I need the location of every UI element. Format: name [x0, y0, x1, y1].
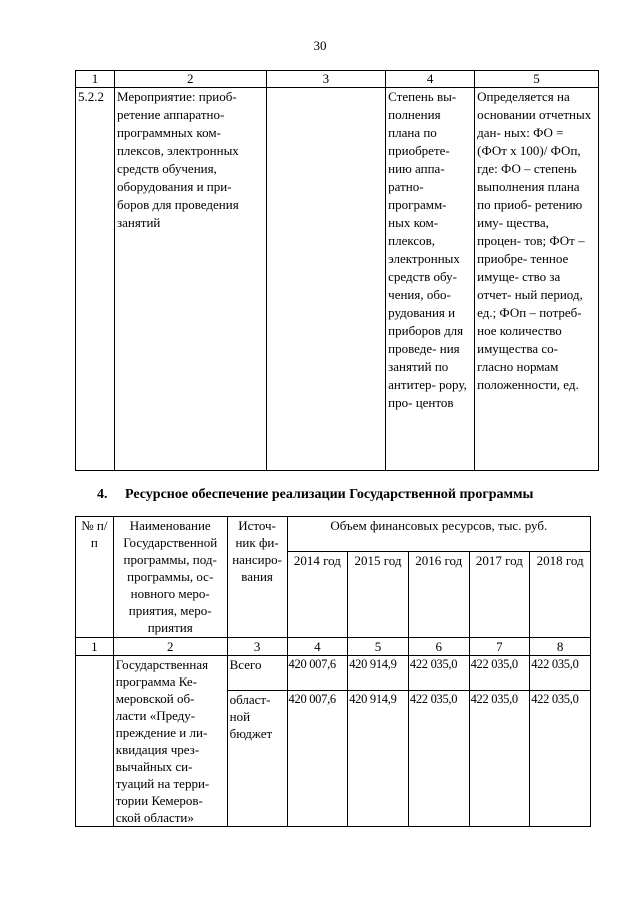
- section-heading: [97, 487, 534, 503]
- section-title: Ресурсное обеспечение реализации Государственной программы: [125, 487, 534, 502]
- value-cell: 422 035,0: [469, 656, 530, 691]
- program-name-cell: Государственная программа Ке- меровской об- ласти «Преду- преждение и ли- квидация чрез- вычайных си- туаций на терри- тории Кемеров- ской области»: [113, 656, 227, 827]
- table-header-row: [76, 71, 599, 88]
- indicators-table: [75, 70, 599, 471]
- column-number-cell: 5: [475, 71, 599, 88]
- header-num-cell: № п/п: [76, 517, 114, 638]
- year-header-cell: 2018 год: [530, 552, 591, 638]
- column-number-cell: 7: [469, 638, 530, 656]
- value-cell: 420 007,6: [287, 656, 348, 691]
- column-number-cell: 8: [530, 638, 591, 656]
- table-row: [76, 656, 591, 691]
- empty-cell: [76, 656, 114, 827]
- column-number-cell: 5: [348, 638, 409, 656]
- source-cell: Всего: [227, 656, 287, 691]
- row-code-cell: 5.2.2: [76, 88, 115, 471]
- empty-cell: [266, 88, 386, 471]
- table-header-row: [76, 517, 591, 552]
- column-number-cell: 2: [113, 638, 227, 656]
- activity-name-cell: Мероприятие: приоб- ретение аппаратно- программных ком- плексов, электронных средств обучения, оборудования и при- боров для проведения занятий: [114, 88, 266, 471]
- calculation-method-cell: Определяется на основании отчетных дан- ных: ФО = (ФОт х 100)/ ФОп, где: ФО – степень выполнения плана по приоб- ретению иму- щества, процен- тов; ФОт – приобре- тенное имуще- ство за отчет- ный период, ед.; ФОп – потреб- ное количество имущества со- гласно нормам положенности, ед.: [475, 88, 599, 471]
- header-name-cell: Наименование Государственной программы, под- программы, ос- новного меро- приятия, меро- приятия: [113, 517, 227, 638]
- year-header-cell: 2014 год: [287, 552, 348, 638]
- year-header-cell: 2016 год: [408, 552, 469, 638]
- column-number-cell: 3: [227, 638, 287, 656]
- column-number-cell: 2: [114, 71, 266, 88]
- value-cell: 422 035,0: [469, 691, 530, 827]
- page-number: 30: [313, 38, 327, 53]
- year-header-cell: 2015 год: [348, 552, 409, 638]
- column-number-cell: 1: [76, 71, 115, 88]
- header-source-cell: Источ- ник фи- нансиро- вания: [227, 517, 287, 638]
- header-volume-cell: Объем финансовых ресурсов, тыс. руб.: [287, 517, 590, 552]
- column-number-cell: 1: [76, 638, 114, 656]
- table-row: [76, 88, 599, 471]
- section-number: 4.: [97, 487, 108, 502]
- source-cell: област- ной бюджет: [227, 691, 287, 827]
- value-cell: 422 035,0: [530, 656, 591, 691]
- year-header-cell: 2017 год: [469, 552, 530, 638]
- column-numbers-row: [76, 638, 591, 656]
- value-cell: 422 035,0: [408, 656, 469, 691]
- resources-table: [75, 516, 591, 827]
- column-number-cell: 3: [266, 71, 386, 88]
- indicator-cell: Степень вы- полнения плана по приобрете- нию аппа- ратно- программ- ных ком- плексов, электронных средств обу- чения, обо- рудования и приборов для проведе- ния занятий по антитер- рору, про- центов: [386, 88, 475, 471]
- value-cell: 420 914,9: [348, 691, 409, 827]
- column-number-cell: 6: [408, 638, 469, 656]
- value-cell: 422 035,0: [530, 691, 591, 827]
- value-cell: 420 914,9: [348, 656, 409, 691]
- value-cell: 420 007,6: [287, 691, 348, 827]
- value-cell: 422 035,0: [408, 691, 469, 827]
- column-number-cell: 4: [386, 71, 475, 88]
- column-number-cell: 4: [287, 638, 348, 656]
